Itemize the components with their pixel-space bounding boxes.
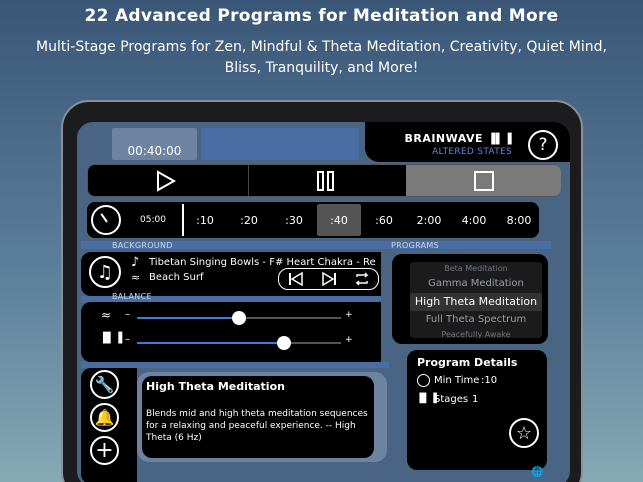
programs-label: PROGRAMS (391, 241, 439, 250)
stages-value: 1 (472, 394, 479, 405)
timer-option-2[interactable]: :20 (240, 213, 258, 227)
min-time-label: Min Time (434, 375, 480, 386)
wave-icon: ≈ (131, 271, 141, 284)
globe-icon[interactable]: 🌐 (531, 467, 544, 478)
min-time-value: :10 (481, 375, 498, 386)
timer-option-8[interactable]: 8:00 (506, 213, 532, 227)
next-icon[interactable] (321, 272, 337, 286)
timer-selector (87, 202, 539, 238)
timer-option-0[interactable]: 05:00 (140, 215, 166, 225)
ambient-track[interactable]: Beach Surf (149, 272, 204, 283)
background-volume-icon: ≈ (101, 308, 112, 322)
tone-volume-icon: ▐▌▐ (99, 333, 123, 344)
transport-controls (87, 164, 561, 197)
tone-volume-knob[interactable] (277, 336, 291, 350)
balance-label: BALANCE (112, 292, 152, 301)
stop-icon (473, 170, 495, 192)
timer-option-5[interactable]: :60 (375, 213, 393, 227)
bg-minus: – (125, 309, 130, 320)
brand-subtitle: ALTERED STATES (432, 147, 512, 157)
stages-icon: ▐▌▐ (416, 394, 437, 404)
add-icon[interactable]: + (90, 436, 119, 465)
timer-option-6[interactable]: 2:00 (416, 213, 442, 227)
timer-option-1[interactable]: :10 (182, 204, 226, 236)
waveform-icon: ▐▌▐ (487, 134, 512, 145)
wrench-icon[interactable]: 🔧 (90, 370, 119, 399)
brand-name (404, 132, 512, 145)
music-icon: ♪ (131, 255, 140, 270)
program-details-title: Program Details (417, 356, 518, 369)
programs-picker[interactable] (410, 262, 542, 338)
brand-name-text: BRAINWAVE (404, 132, 484, 145)
favorite-star-icon[interactable]: ☆ (509, 418, 539, 448)
tone-minus: – (125, 334, 130, 345)
program-item[interactable]: Beta Meditation (444, 264, 508, 273)
clock-icon (91, 205, 121, 235)
play-button[interactable] (88, 165, 243, 196)
pause-icon (315, 170, 337, 192)
background-volume-knob[interactable] (232, 311, 246, 325)
description-title: High Theta Meditation (146, 380, 285, 393)
background-media-controls (278, 268, 379, 290)
tone-plus: + (345, 335, 353, 345)
help-button[interactable] (528, 130, 558, 160)
promo-subhead: Multi-Stage Programs for Zen, Mindful & Theta Meditation, Creativity, Quiet Mind, Bliss, Tranquility, and More! (36, 39, 607, 76)
bell-icon[interactable]: 🔔 (90, 403, 119, 432)
timer-option-3[interactable]: :30 (285, 213, 303, 227)
tone-volume-slider[interactable] (137, 342, 341, 344)
tone-volume-fill (137, 342, 284, 344)
timer-option-4[interactable]: :40 (317, 204, 361, 236)
stop-button[interactable] (406, 165, 561, 196)
pause-button[interactable] (248, 165, 403, 196)
previous-icon[interactable] (288, 272, 304, 286)
help-icon: ? (538, 135, 548, 155)
music-note-icon[interactable]: ♫ (89, 256, 121, 288)
promo-headline: 22 Advanced Programs for Meditation and More (84, 6, 559, 26)
play-icon (155, 170, 177, 192)
description-text: Blends mid and high theta meditation sequences for a relaxing and peaceful experience. -- High Theta (6 Hz) (146, 409, 368, 443)
brand-area (365, 122, 570, 162)
program-item[interactable]: Peacefully Awake (441, 330, 511, 338)
repeat-icon[interactable] (354, 272, 370, 286)
stages-label: Stages (434, 394, 469, 405)
background-label: BACKGROUND (112, 241, 173, 250)
program-item[interactable]: Full Theta Spectrum (425, 314, 527, 325)
app-screen (77, 122, 570, 482)
bg-plus: + (345, 310, 353, 320)
timer-icon (417, 374, 430, 387)
elapsed-time: 00:40:00 (112, 128, 197, 160)
background-volume-fill (137, 317, 239, 319)
background-track[interactable]: Tibetan Singing Bowls - F# Heart Chakra - Re (149, 257, 376, 268)
background-volume-slider[interactable] (137, 317, 341, 319)
progress-bar (201, 128, 359, 160)
program-item-selected[interactable]: High Theta Meditation (410, 293, 542, 311)
timer-option-7[interactable]: 4:00 (461, 213, 487, 227)
program-item[interactable]: Gamma Meditation (428, 278, 524, 289)
